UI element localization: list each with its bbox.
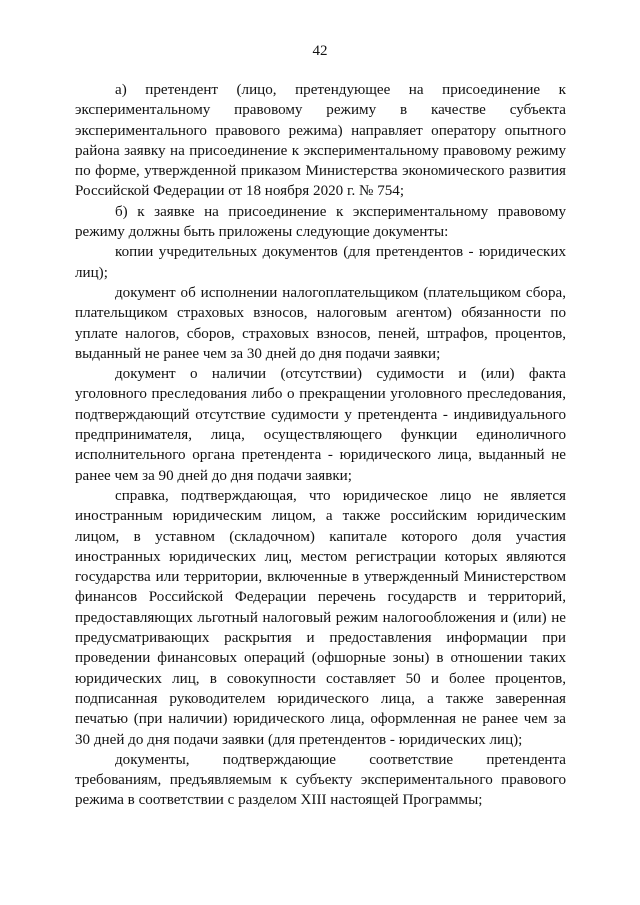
paragraph-compliance-documents: документы, подтверждающие соответствие претендента требованиям, предъявляемым к субъекту экспериментального правового режима в соответствии с разделом XIII настоящей Программы; [75, 751, 566, 809]
paragraph-founding-documents: копии учредительных документов (для претендентов - юридических лиц); [75, 244, 566, 281]
document-body [75, 80, 566, 811]
paragraph-criminal-record-document: документ о наличии (отсутствии) судимости и (или) факта уголовного преследования либо о прекращении уголовного преследования, подтверждающий отсутствие судимости у претендента - индивидуального предпринимателя, лица, осуществляющего функции единоличного исполнительного органа претендента - юридического лица, выданный не ранее чем за 90 дней до дня подачи заявки; [75, 366, 566, 484]
paragraph-required-documents-intro: б) к заявке на присоединение к экспериментальному правовому режиму должны быть приложены следующие документы: [75, 203, 566, 241]
paragraph-foreign-entity-certificate: справка, подтверждающая, что юридическое лицо не является иностранным юридическим лицом, а также российским юридическим лицом, в уставном (складочном) капитале которого доля участия иностранных юридических лиц, местом регистрации которых являются государства или территории, включенные в утвержденный Министерством финансов Российской Федерации перечень государств и территорий, предоставляющих льготный налоговый режим налогообложения и (или) не предусматривающих раскрытия и предоставления информации при проведении финансовых операций (офшорные зоны) в отношении таких юридических лиц, в совокупности составляет 50 и более процентов, подписанная руководителем юридического лица, а также заверенная печатью (при наличии) юридического лица, оформленная не ранее чем за 30 дней до дня подачи заявки (для претендентов - юридических лиц); [75, 487, 566, 748]
page-number: 42 [312, 43, 328, 59]
paragraph-tax-obligation-document: документ об исполнении налогоплательщиком (плательщиком сбора, плательщиком страховых взносов, налоговым агентом) обязанности по уплате налогов, сборов, страховых взносов, пеней, штрафов, процентов, выданный не ранее чем за 30 дней до дня подачи заявки; [75, 284, 566, 362]
paragraph-application-submission: а) претендент (лицо, претендующее на присоединение к экспериментальному правовому режиму в качестве субъекта экспериментального правового режима) направляет оператору опытного района заявку на присоединение к экспериментальному правовому режиму по форме, утвержденной приказом Министерства экономического развития Российской Федерации от 18 ноября 2020 г. № 754; [75, 82, 566, 200]
